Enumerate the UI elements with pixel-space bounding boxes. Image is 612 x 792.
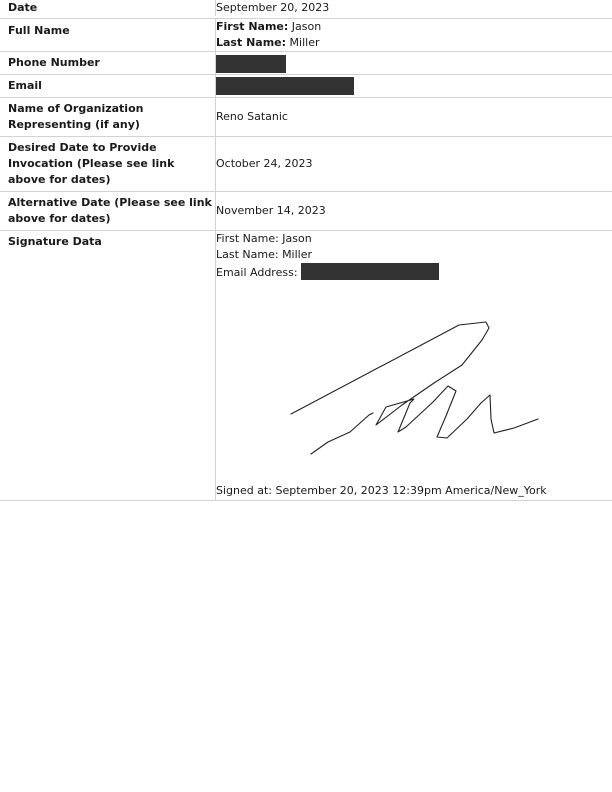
signature-stroke — [291, 322, 538, 438]
full-name-label: Full Name — [0, 19, 216, 51]
signature-value — [216, 231, 612, 500]
row-phone — [0, 52, 612, 75]
signature-last-name: Last Name: Miller — [216, 248, 313, 261]
row-desired-date — [0, 137, 612, 192]
first-name-value: Jason — [291, 20, 322, 33]
phone-label: Phone Number — [0, 52, 216, 74]
email-label: Email — [0, 75, 216, 97]
row-email — [0, 75, 612, 98]
date-value: September 20, 2023 — [216, 1, 330, 14]
signature-first-name: First Name: Jason — [216, 232, 312, 245]
last-name-line — [216, 35, 612, 51]
signature-email-label: Email Address: — [216, 266, 298, 279]
email-value — [216, 75, 612, 97]
row-organization — [0, 98, 612, 137]
signed-at-timestamp: Signed at: September 20, 2023 12:39pm America/New_York — [216, 484, 547, 497]
signature-label: Signature Data — [0, 231, 216, 500]
row-full-name — [0, 19, 612, 52]
handwritten-signature — [216, 231, 612, 481]
last-name-label: Last Name: — [216, 36, 287, 49]
phone-value — [216, 52, 612, 74]
alternative-date-value: November 14, 2023 — [216, 204, 326, 217]
organization-value: Reno Satanic — [216, 110, 288, 123]
phone-redaction — [216, 55, 286, 73]
alternative-date-label: Alternative Date (Please see link above for dates) — [0, 192, 216, 230]
desired-date-value: October 24, 2023 — [216, 157, 313, 170]
first-name-label: First Name: — [216, 20, 289, 33]
row-date — [0, 0, 612, 19]
email-redaction — [216, 77, 354, 95]
last-name-value: Miller — [289, 36, 320, 49]
desired-date-label: Desired Date to Provide Invocation (Please see link above for dates) — [0, 137, 216, 191]
organization-label: Name of Organization Representing (if any) — [0, 98, 216, 136]
date-label: Date — [0, 0, 216, 16]
row-alternative-date — [0, 192, 612, 231]
first-name-line — [216, 19, 612, 35]
row-signature — [0, 231, 612, 501]
signature-underline-stroke — [311, 413, 373, 454]
full-name-value — [216, 19, 612, 51]
